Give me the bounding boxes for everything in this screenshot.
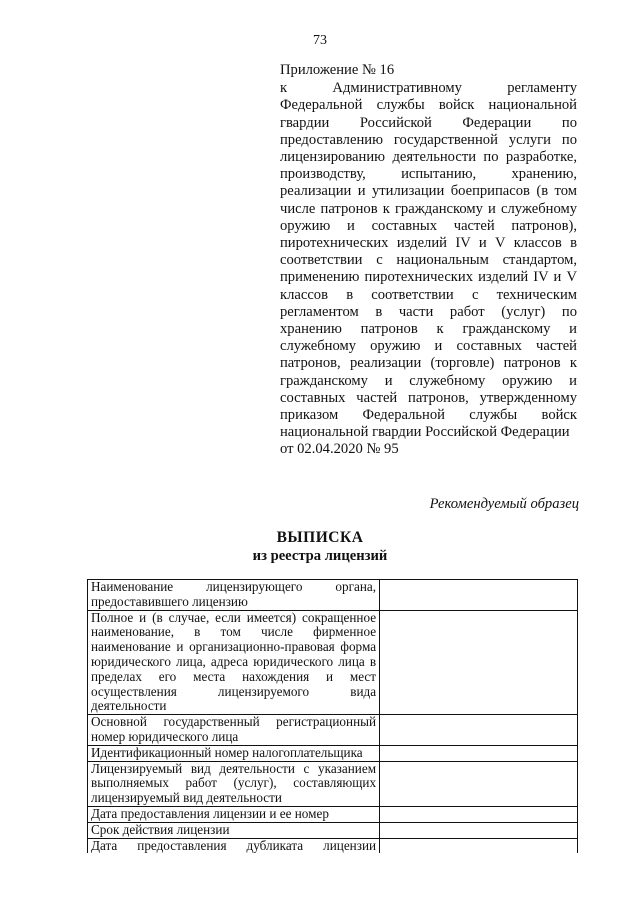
row-value <box>380 580 578 611</box>
table-row <box>88 806 578 822</box>
table-row <box>88 715 578 746</box>
row-label: Лицензируемый вид деятельности с указанием выполняемых работ (услуг), составляющих лицензируемый вид деятельности <box>88 761 380 806</box>
row-value <box>380 715 578 746</box>
row-label: Срок действия лицензии <box>88 822 380 838</box>
table-row <box>88 610 578 715</box>
document-subtitle: из реестра лицензий <box>252 548 388 564</box>
registry-table <box>87 579 578 853</box>
row-label: Дата предоставления лицензии и ее номер <box>88 806 380 822</box>
table-row <box>88 838 578 853</box>
page-number: 73 <box>313 33 327 48</box>
table-row <box>88 822 578 838</box>
appendix-block <box>280 62 577 459</box>
row-label: Полное и (в случае, если имеется) сокращенное наименование, в том числе фирменное наименование и организационно-правовая форма юридического лица, адреса юридического лица в пределах его места нахождения и мест осуществления лицензируемого вида деятельности <box>88 610 380 715</box>
row-label: Идентификационный номер налогоплательщика <box>88 745 380 761</box>
appendix-body: к Административному регламенту Федеральной службы войск национальной гвардии Российской Федерации по предоставлению государственной услуги по лицензированию деятельности по разработке, производству, испытанию, хранению, реализации и утилизации боеприпасов (в том числе патронов к гражданскому и служебному оружию и составных частей патронов), пиротехнических изделий IV и V классов в соответствии с национальным стандартом, применению пиротехнических изделий IV и V классов в соответствии с техническим регламентом в части работ (услуг) по хранению патронов к гражданскому и служебному оружию и составных частей патронов, реализации (торговле) патронов к гражданскому и служебному оружию и составных частей патронов, утвержденному приказом Федеральной службы войск национальной гвардии Российской Федерации <box>280 80 577 441</box>
row-label: Основной государственный регистрационный номер юридического лица <box>88 715 380 746</box>
row-value <box>380 745 578 761</box>
document-title: ВЫПИСКА <box>276 529 364 546</box>
table-row <box>88 745 578 761</box>
row-value <box>380 761 578 806</box>
appendix-title: Приложение № 16 <box>280 62 395 78</box>
row-label: Дата предоставления дубликата лицензии <box>88 838 380 853</box>
row-value <box>380 806 578 822</box>
table-row <box>88 761 578 806</box>
row-value <box>380 838 578 853</box>
appendix-date: от 02.04.2020 № 95 <box>280 441 399 458</box>
row-value <box>380 822 578 838</box>
row-value <box>380 610 578 715</box>
table-row <box>88 580 578 611</box>
row-label: Наименование лицензирующего органа, предоставившего лицензию <box>88 580 380 611</box>
sample-note: Рекомендуемый образец <box>429 496 579 512</box>
